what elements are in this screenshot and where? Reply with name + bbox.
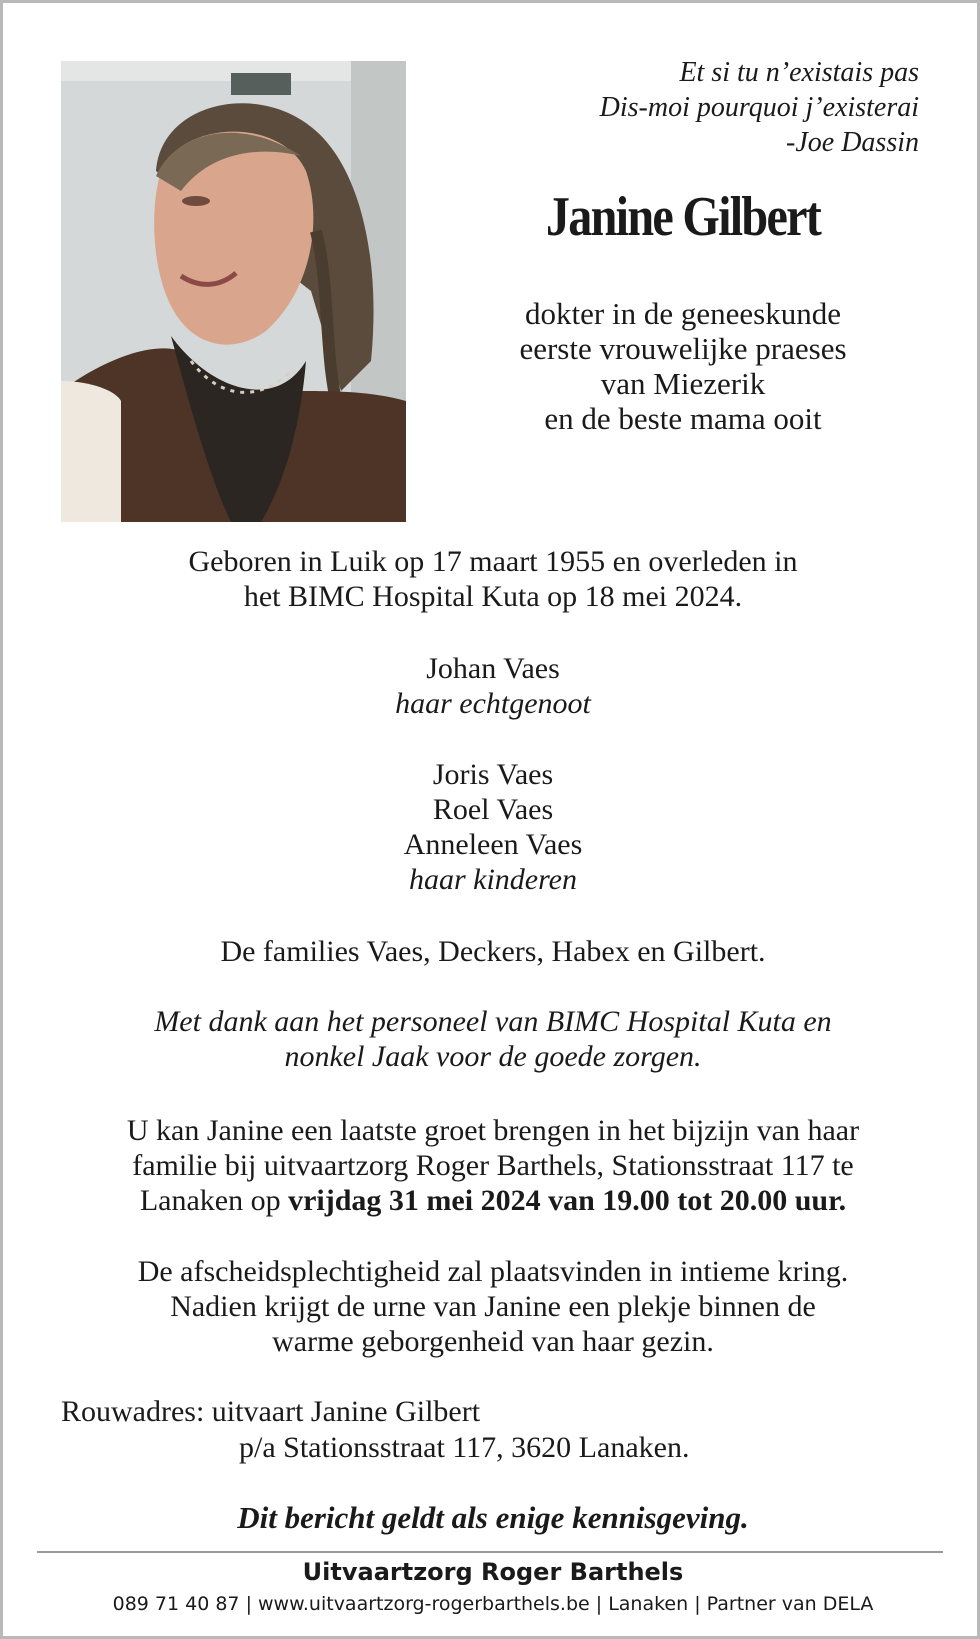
birth-death-line: Geboren in Luik op 17 maart 1955 en overleden in xyxy=(188,545,798,578)
notice-text: Dit bericht geldt als enige kennisgeving. xyxy=(237,1500,749,1535)
funeral-home-name: Uitvaartzorg Roger Barthels xyxy=(302,1558,684,1586)
visitation-line: familie bij uitvaartzorg Roger Barthels, Stationsstraat 117 te xyxy=(132,1149,854,1182)
visitation-line: U kan Janine een laatste groet brengen in het bijzijn van haar xyxy=(126,1114,860,1147)
children-relation: haar kinderen xyxy=(408,863,578,896)
description-line: eerste vrouwelijke praeses xyxy=(519,331,847,366)
birth-death-line: het BIMC Hospital Kuta op 18 mei 2024. xyxy=(243,580,743,613)
poem-quote xyxy=(499,55,919,160)
quote-line: Dis-moi pourquoi j’existerai xyxy=(599,92,919,123)
description-line: en de beste mama ooit xyxy=(544,401,822,436)
deceased-description xyxy=(443,296,923,436)
birth-death-text xyxy=(58,544,928,614)
thanks-line: nonkel Jaak voor de goede zorgen. xyxy=(284,1040,702,1073)
visitation-prefix: Lanaken op xyxy=(139,1184,289,1217)
ceremony-line: De afscheidsplechtigheid zal plaatsvinden in intieme kring. xyxy=(137,1255,849,1288)
child-name: Roel Vaes xyxy=(432,793,554,826)
thanks-text xyxy=(58,1004,928,1074)
description-line: dokter in de geneeskunde xyxy=(525,296,841,331)
families-line: De families Vaes, Deckers, Habex en Gilbert. xyxy=(220,935,766,968)
quote-line: Et si tu n’existais pas xyxy=(679,57,919,88)
ceremony-line: Nadien krijgt de urne van Janine een plekje binnen de xyxy=(170,1290,816,1323)
ceremony-text xyxy=(58,1254,928,1359)
visitation-datetime: vrijdag 31 mei 2024 van 19.00 tot 20.00 uur. xyxy=(288,1184,847,1217)
portrait-photo xyxy=(61,61,406,522)
funeral-home-info: 089 71 40 87 | www.uitvaartzorg-rogerbarthels.be | Lanaken | Partner van DELA xyxy=(112,1593,874,1615)
description-line: van Miezerik xyxy=(600,366,766,401)
visitation-line xyxy=(58,1183,928,1218)
spouse-name: Johan Vaes xyxy=(426,652,560,685)
mourning-address xyxy=(61,1394,689,1466)
thanks-line: Met dank aan het personeel van BIMC Hospital Kuta en xyxy=(154,1005,832,1038)
children-block xyxy=(58,757,928,897)
footer-divider xyxy=(37,1551,943,1553)
quote-author: -Joe Dassin xyxy=(786,127,919,158)
address-line: p/a Stationsstraat 117, 3620 Lanaken. xyxy=(239,1431,690,1464)
visitation-text xyxy=(58,1113,928,1218)
child-name: Joris Vaes xyxy=(432,758,554,791)
deceased-name: Janine Gilbert xyxy=(545,186,821,248)
ceremony-line: warme geborgenheid van haar gezin. xyxy=(272,1325,714,1358)
spouse-block xyxy=(58,651,928,721)
child-name: Anneleen Vaes xyxy=(403,828,583,861)
spouse-relation: haar echtgenoot xyxy=(395,687,591,720)
address-line: Rouwadres: uitvaart Janine Gilbert xyxy=(61,1395,481,1428)
